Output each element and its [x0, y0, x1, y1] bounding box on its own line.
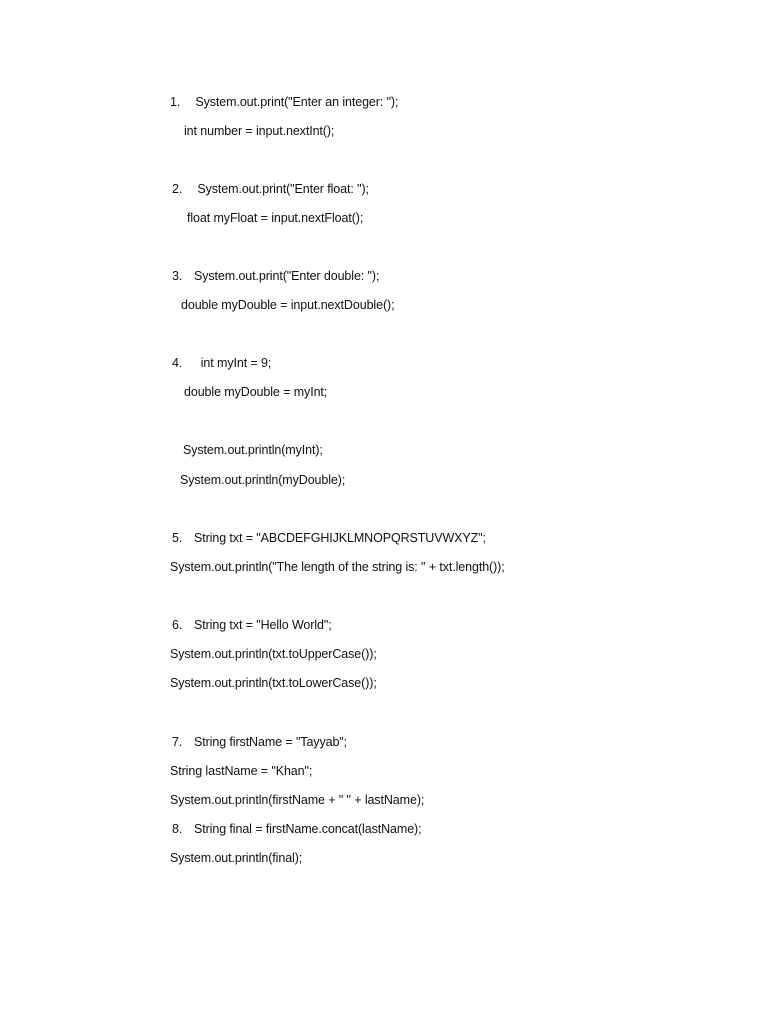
item-8-line-1: [172, 821, 421, 837]
code-line: System.out.println(myInt);: [183, 443, 323, 457]
code-line: System.out.println(txt.toUpperCase());: [170, 647, 377, 661]
item-7-line-1: [172, 734, 347, 750]
code-line: System.out.print("Enter an integer: ");: [195, 95, 399, 109]
code-line: double myDouble = input.nextDouble();: [181, 298, 395, 312]
code-line: String txt = "Hello World";: [194, 618, 332, 632]
code-line: int myInt = 9;: [200, 356, 272, 370]
item-5-line-1: [172, 530, 486, 546]
code-line: float myFloat = input.nextFloat();: [187, 211, 364, 225]
code-line: int number = input.nextInt();: [184, 124, 335, 138]
code-line: System.out.println(final);: [170, 851, 303, 865]
item-4-line-1: [172, 355, 271, 371]
item-1-line-1: [170, 94, 398, 110]
item-number: 3.: [172, 269, 183, 283]
code-line: System.out.print("Enter double: ");: [194, 269, 380, 283]
item-3-line-1: [172, 268, 379, 284]
code-line: double myDouble = myInt;: [184, 385, 328, 399]
code-line: System.out.println(myDouble);: [180, 473, 346, 487]
item-number: 2.: [172, 182, 183, 196]
code-line: System.out.println(txt.toLowerCase());: [170, 676, 377, 690]
item-number: 8.: [172, 822, 183, 836]
item-number: 5.: [172, 531, 183, 545]
code-line: String firstName = "Tayyab";: [194, 735, 348, 749]
code-line: System.out.println(firstName + " " + lastName);: [170, 793, 425, 807]
item-6-line-1: [172, 617, 332, 633]
item-2-line-1: [172, 181, 369, 197]
item-number: 4.: [172, 356, 183, 370]
item-number: 6.: [172, 618, 183, 632]
item-number: 7.: [172, 735, 183, 749]
code-line: String lastName = "Khan";: [170, 764, 313, 778]
code-line: String final = firstName.concat(lastName);: [194, 822, 422, 836]
item-number: 1.: [170, 95, 181, 109]
code-line: System.out.println("The length of the string is: " + txt.length());: [170, 560, 505, 574]
code-line: System.out.print("Enter float: ");: [197, 182, 369, 196]
code-line: String txt = "ABCDEFGHIJKLMNOPQRSTUVWXYZ";: [194, 531, 486, 545]
